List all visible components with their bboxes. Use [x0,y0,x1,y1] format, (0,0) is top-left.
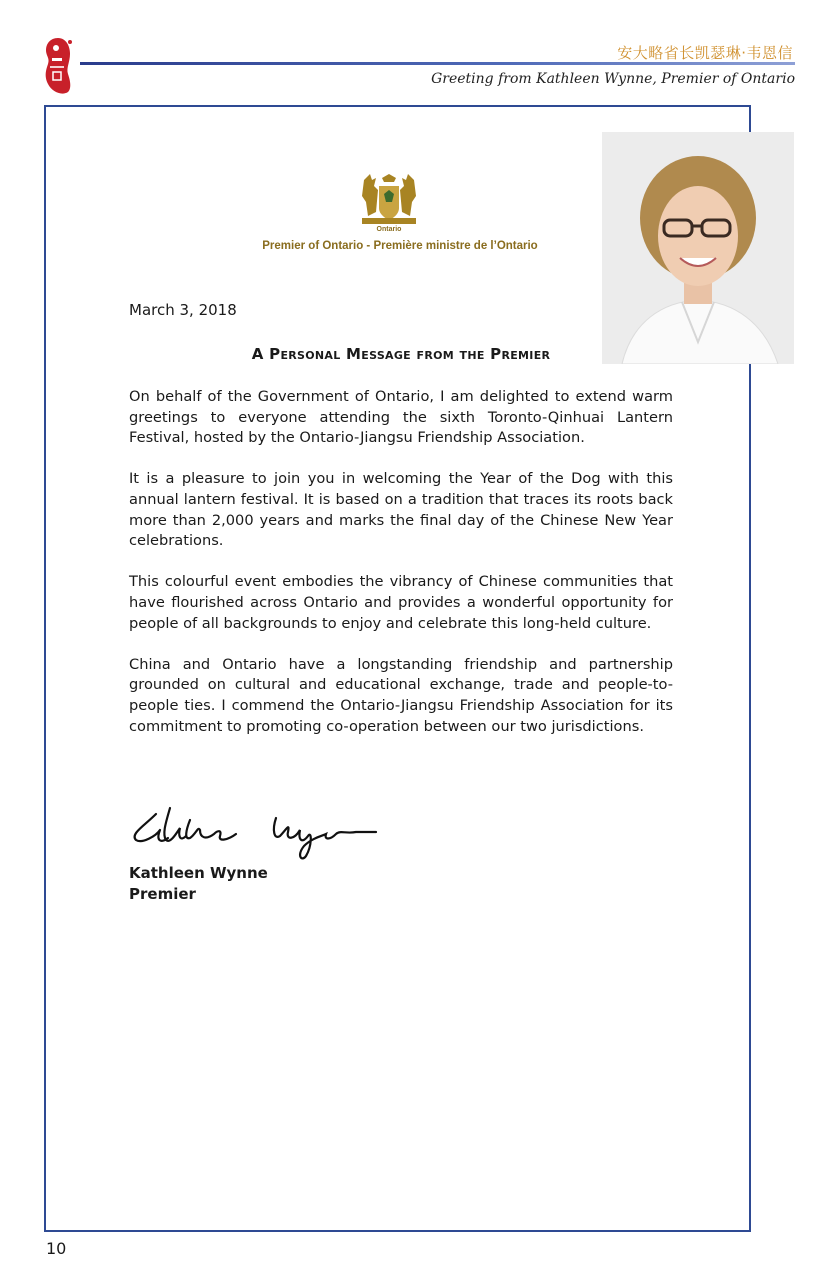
letterhead-office: Premier of Ontario - Première ministre de l’Ontario [262,240,538,252]
portrait-illustration [602,132,794,364]
paragraph-1: On behalf of the Government of Ontario, I am delighted to extend warm greetings to everyone attending the sixth Toronto-Qinhuai Lantern Festival, hosted by the Ontario-Jiangsu Friendship Association. [129,388,673,447]
signature-icon [126,800,386,864]
paragraph-2: It is a pleasure to join you in welcoming the Year of the Dog with this annual lantern festival. It is based on a tradition that traces its roots back more than 2,000 years and marks the final day of the Chinese New Year celebrations. [129,470,673,550]
letter-heading: A Personal Message from the Premier [251,345,551,363]
header-chinese-title: 安大略省长凯瑟琳·韦恩信 [617,44,793,62]
ontario-crest-icon [356,172,422,232]
red-seal-icon [40,36,76,98]
header-divider [80,62,795,65]
crest-label: Ontario [376,226,402,232]
premier-portrait [602,132,794,364]
signatory-name: Kathleen Wynne [129,864,268,882]
letter-date: March 3, 2018 [129,301,237,319]
letter-body [129,387,673,758]
paragraph-3: This colourful event embodies the vibrancy of Chinese communities that have flourished across Ontario and provides a wonderful opportunity for people of all backgrounds to enjoy and celebrate this long-held culture. [129,573,673,632]
signatory-title: Premier [129,885,196,903]
header-english-title: Greeting from Kathleen Wynne, Premier of Ontario [431,71,795,87]
paragraph-4: China and Ontario have a longstanding friendship and partnership grounded on cultural and educational exchange, trade and people-to-people ties. I commend the Ontario-Jiangsu Friendship Association for its commitment to promoting co-operation between our two jurisdictions. [129,655,673,735]
page-number: 10 [46,1239,67,1258]
